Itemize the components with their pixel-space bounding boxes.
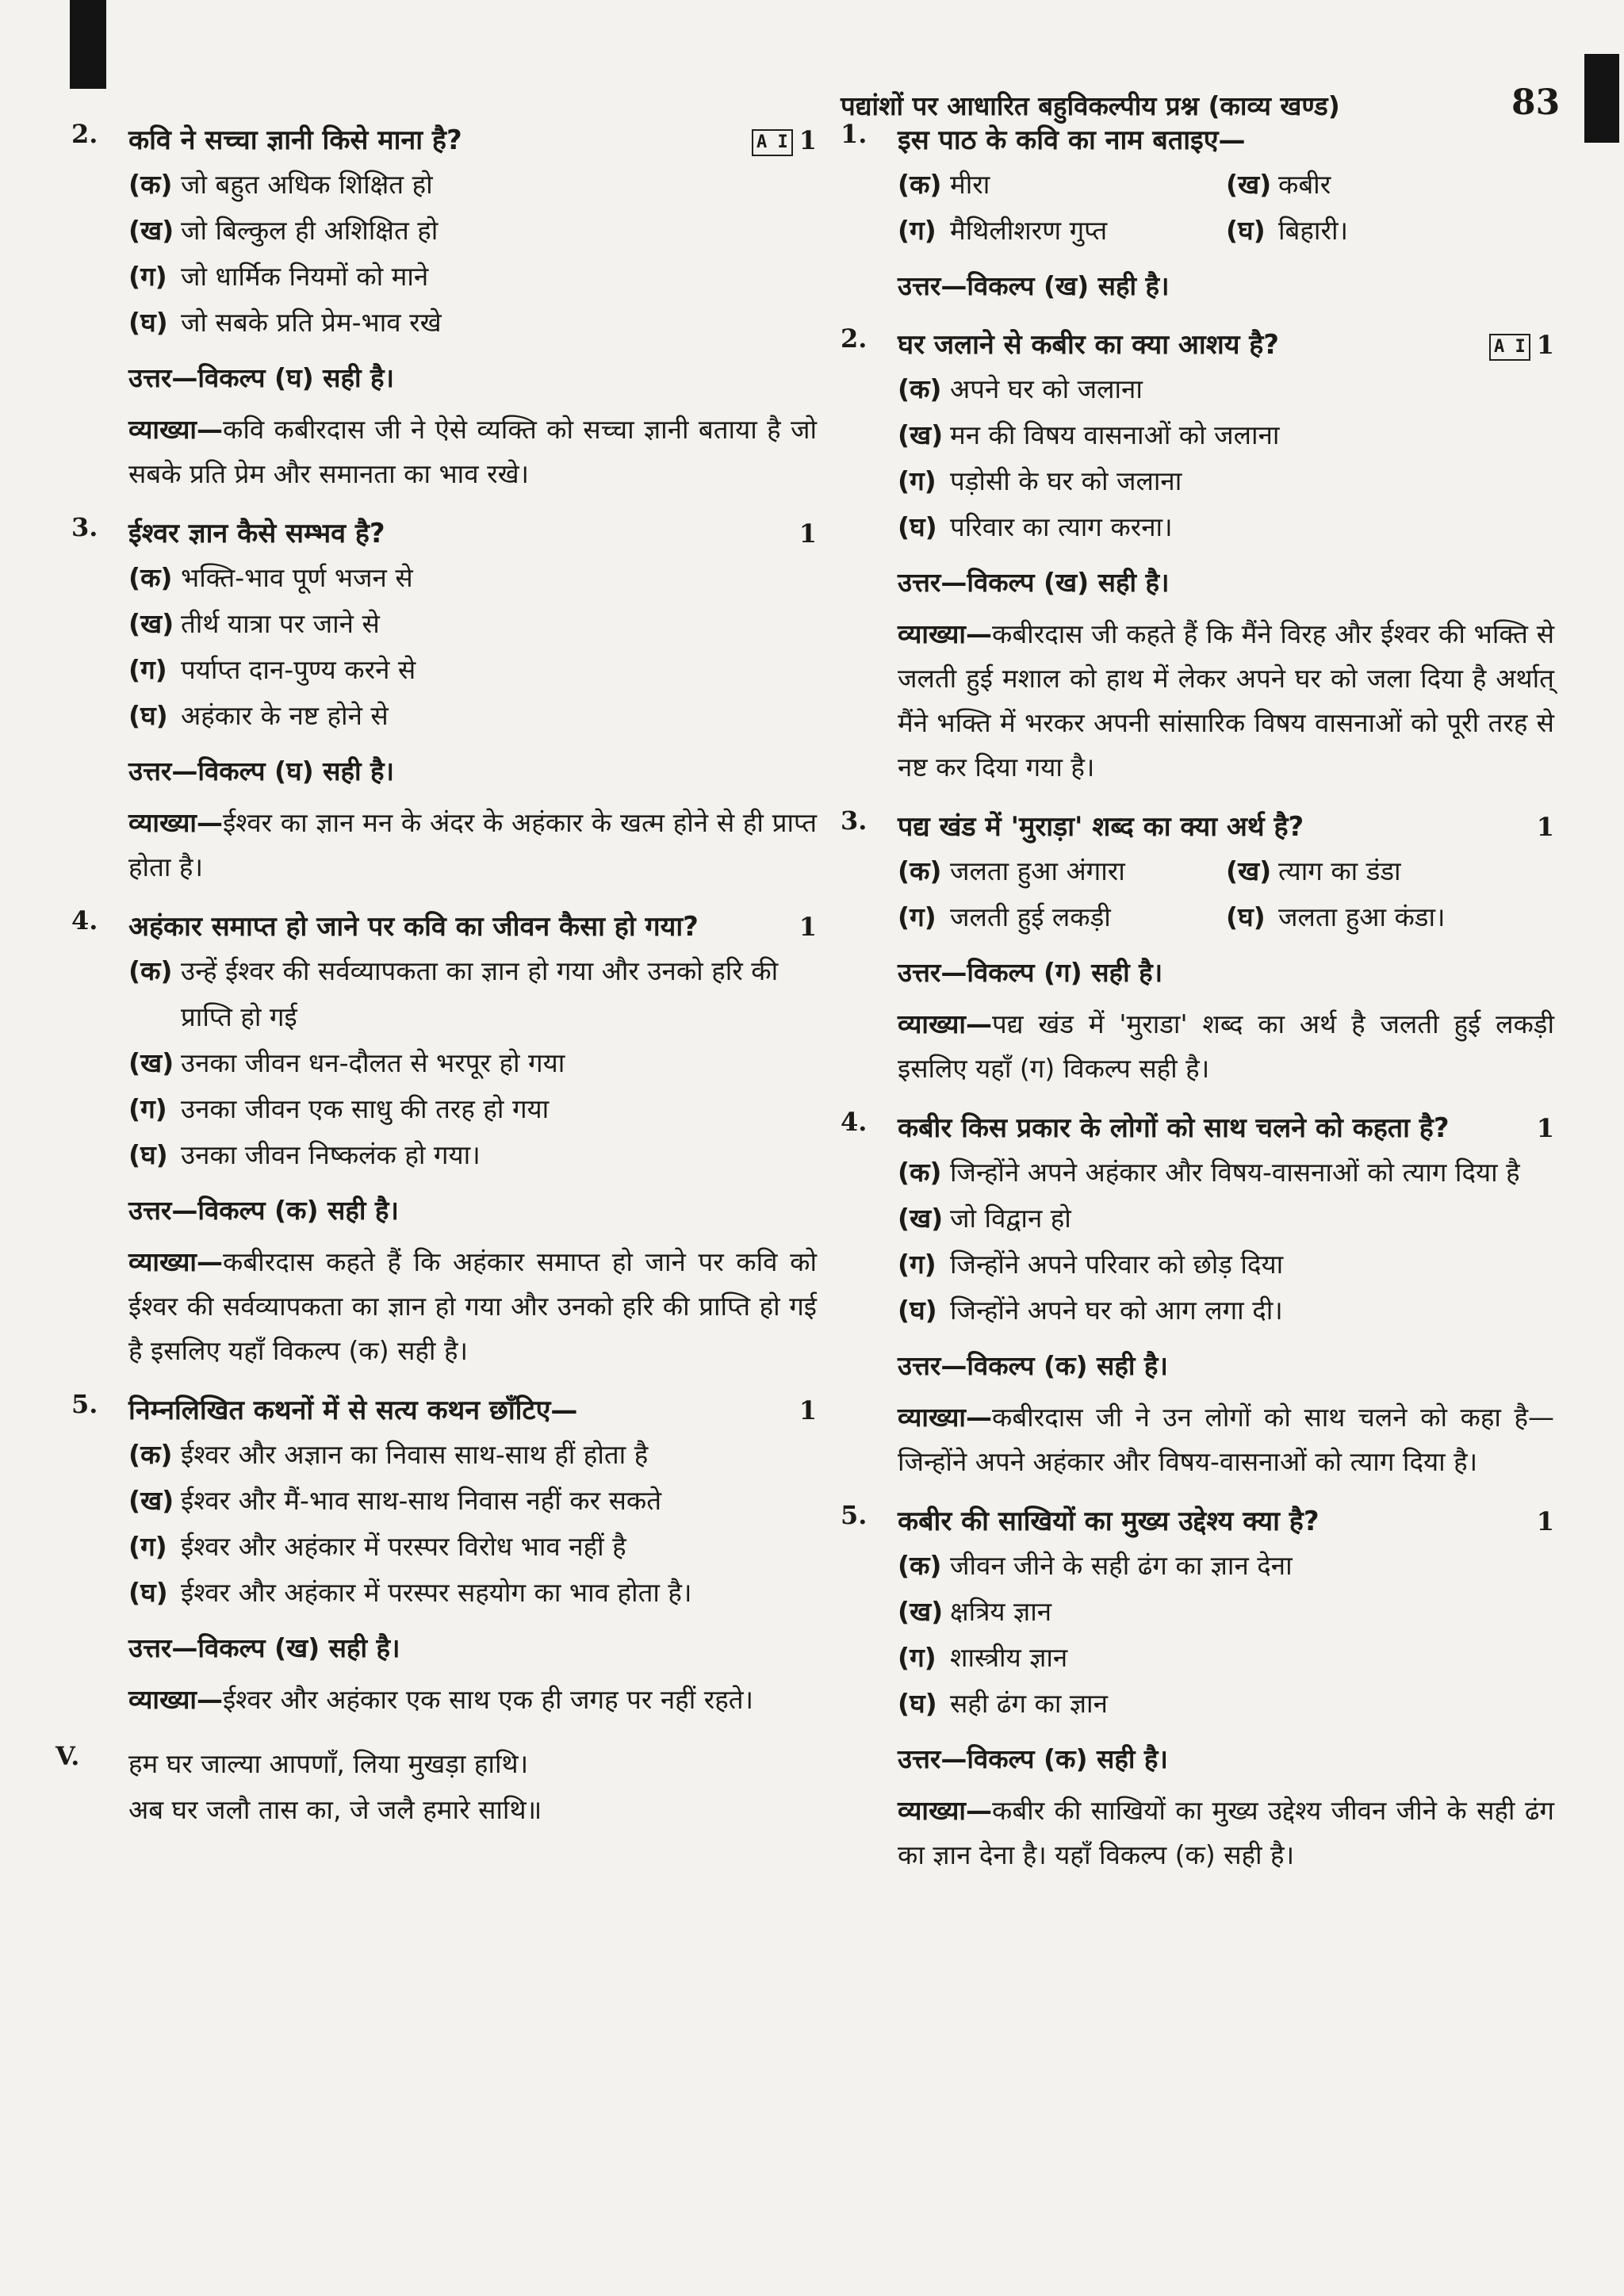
option-ka: (क) मीरा (898, 169, 990, 200)
left-question-3 (56, 512, 817, 890)
option-kha: (ख) कबीर (1226, 169, 1331, 200)
answer: उत्तर—विकल्प (ख) सही है। (898, 270, 1170, 301)
answer: उत्तर—विकल्प (ख) सही है। (128, 1632, 400, 1663)
marks: 1 (1536, 1506, 1554, 1536)
marks: 1 (799, 519, 817, 549)
option-gha: (घ) जिन्होंने अपने घर को आग लगा दी। (898, 1295, 1283, 1326)
couplet-line-1: हम घर जाल्या आपणाँ, लिया मुखड़ा हाथि। (128, 1748, 529, 1779)
answer: उत्तर—विकल्प (क) सही है। (128, 1195, 399, 1226)
left-column (56, 119, 817, 1833)
marks: 1 (1536, 1113, 1554, 1143)
option-ka: (क) जो बहुत अधिक शिक्षित हो (128, 169, 433, 200)
option-ga: (ग) उनका जीवन एक साधु की तरह हो गया (128, 1093, 550, 1124)
option-ga: (ग) जलती हुई लकड़ी (898, 901, 1111, 932)
option-gha: (घ) अहंकार के नष्ट होने से (128, 700, 389, 731)
answer: उत्तर—विकल्प (ग) सही है। (898, 957, 1163, 988)
option-kha: (ख) मन की विषय वासनाओं को जलाना (898, 419, 1280, 450)
question-number: 4. (841, 1107, 868, 1137)
option-gha: (घ) उनका जीवन निष्कलंक हो गया। (128, 1139, 481, 1170)
option-kha: (ख) उनका जीवन धन-दौलत से भरपूर हो गया (128, 1047, 565, 1078)
option-row (898, 162, 1554, 208)
couplet-section-v (56, 1741, 817, 1833)
answer: उत्तर—विकल्प (घ) सही है। (128, 362, 395, 393)
page-number: 83 (1511, 82, 1561, 123)
explanation: व्याख्या—कवि कबीरदास जी ने ऐसे व्यक्ति को सच्चा ज्ञानी बताया है जो सबके प्रति प्रेम और समानता का भाव रखे। (128, 414, 817, 489)
question-text: A I 1 कवि ने सच्चा ज्ञानी किसे माना है? (128, 119, 817, 162)
answer: उत्तर—विकल्प (क) सही है। (898, 1350, 1168, 1381)
question-text: 1 कबीर किस प्रकार के लोगों को साथ चलने को कहता है? (898, 1107, 1554, 1150)
option-ka: (क) जलता हुआ अंगारा (898, 855, 1125, 886)
question-text: 1 पद्य खंड में 'मुराड़ा' शब्द का क्या अर्थ है? (898, 806, 1554, 848)
page-header: पद्यांशों पर आधारित बहुविकल्पीय प्रश्न (काव्य खण्ड) (841, 90, 1340, 121)
couplet-line-2: अब घर जलौ तास का, जे जलै हमारे साथि॥ (128, 1794, 542, 1825)
explanation: व्याख्या—कबीरदास जी कहते हैं कि मैंने विरह और ईश्वर की भक्ति से जलती हुई मशाल को हाथ में लेकर अपने घर को जला दिया है अर्थात् मैंने भक्ति में भरकर अपनी सांसारिक विषय वासनाओं को पूरी तरह से नष्ट कर दिया गया है। (898, 618, 1554, 783)
question-number: 1. (841, 119, 868, 149)
right-question-2 (825, 323, 1554, 790)
option-ka: (क) अपने घर को जलाना (898, 373, 1143, 404)
left-question-4 (56, 905, 817, 1373)
option-ga: (ग) जिन्होंने अपने परिवार को छोड़ दिया (898, 1249, 1284, 1280)
question-text: 1 कबीर की साखियों का मुख्य उद्देश्य क्या है? (898, 1500, 1554, 1543)
ai-badge: A I (1489, 334, 1530, 361)
option-ka: (क) भक्ति-भाव पूर्ण भजन से (128, 562, 413, 593)
option-ka: (क) जिन्होंने अपने अहंकार और विषय-वासनाओं को त्याग दिया है (898, 1157, 1520, 1188)
option-row (898, 894, 1554, 940)
option-gha: (घ) ईश्वर और अहंकार में परस्पर सहयोग का भाव होता है। (128, 1577, 692, 1608)
option-gha: (घ) जो सबके प्रति प्रेम-भाव रखे (128, 307, 442, 338)
option-kha: (ख) क्षत्रिय ज्ञान (898, 1596, 1052, 1627)
option-gha: (घ) जलता हुआ कंडा। (1226, 901, 1446, 932)
option-ga: (ग) मैथिलीशरण गुप्त (898, 215, 1108, 246)
marks: A I 1 (752, 119, 817, 162)
option-ga: (ग) पर्याप्त दान-पुण्य करने से (128, 654, 416, 685)
question-number: 4. (71, 905, 98, 936)
explanation: व्याख्या—पद्य खंड में 'मुराडा' शब्द का अर्थ है जलती हुई लकड़ी इसलिए यहाँ (ग) विकल्प सही है। (898, 1008, 1554, 1084)
right-question-3 (825, 806, 1554, 1091)
corner-black-mark-right (1584, 54, 1619, 143)
question-number: 3. (71, 512, 98, 542)
answer: उत्तर—विकल्प (ख) सही है। (898, 567, 1170, 598)
option-kha: (ख) जो विद्वान हो (898, 1203, 1071, 1234)
option-kha: (ख) तीर्थ यात्रा पर जाने से (128, 608, 380, 639)
explanation: व्याख्या—ईश्वर और अहंकार एक साथ एक ही जगह पर नहीं रहते। (128, 1684, 754, 1715)
option-ga: (ग) शास्त्रीय ज्ञान (898, 1642, 1068, 1673)
corner-black-mark-left (70, 0, 106, 89)
section-number: V. (56, 1741, 80, 1771)
question-text: इस पाठ के कवि का नाम बताइए— (898, 124, 1246, 156)
option-ga: (ग) जो धार्मिक नियमों को माने (128, 261, 429, 292)
right-question-5 (825, 1500, 1554, 1877)
option-kha: (ख) त्याग का डंडा (1226, 855, 1401, 886)
question-text: 1 ईश्वर ज्ञान कैसे सम्भव है? (128, 512, 817, 555)
marks: A I 1 (1489, 323, 1554, 366)
right-column (825, 119, 1554, 1893)
left-question-2 (56, 119, 817, 496)
question-number: 5. (71, 1389, 98, 1419)
explanation: व्याख्या—कबीरदास कहते हैं कि अहंकार समाप्त हो जाने पर कवि को ईश्वर की सर्वव्यापकता का ज्ञान हो गया और उनको हरि की प्राप्ति हो गई है इसलिए यहाँ विकल्प (क) सही है। (128, 1246, 817, 1366)
option-ga: (ग) पड़ोसी के घर को जलाना (898, 465, 1182, 496)
question-text: A I 1 घर जलाने से कबीर का क्या आशय है? (898, 323, 1554, 366)
question-text: 1 निम्नलिखित कथनों में से सत्य कथन छाँटिए— (128, 1389, 817, 1432)
question-number: 5. (841, 1500, 868, 1530)
option-gha: (घ) सही ढंग का ज्ञान (898, 1688, 1108, 1719)
option-ka: (क) उन्हें ईश्वर की सर्वव्यापकता का ज्ञान हो गया और उनको हरि की प्राप्ति हो गई (128, 955, 779, 1032)
right-question-4 (825, 1107, 1554, 1484)
option-kha: (ख) ईश्वर और मैं-भाव साथ-साथ निवास नहीं कर सकते (128, 1485, 662, 1516)
option-ga: (ग) ईश्वर और अहंकार में परस्पर विरोध भाव नहीं है (128, 1531, 626, 1562)
option-row (898, 208, 1554, 254)
option-kha: (ख) जो बिल्कुल ही अशिक्षित हो (128, 215, 439, 246)
answer: उत्तर—विकल्प (क) सही है। (898, 1743, 1168, 1774)
question-text: 1 अहंकार समाप्त हो जाने पर कवि का जीवन कैसा हो गया? (128, 905, 817, 948)
explanation: व्याख्या—ईश्वर का ज्ञान मन के अंदर के अहंकार के खत्म होने से ही प्राप्त होता है। (128, 807, 817, 882)
option-ka: (क) ईश्वर और अज्ञान का निवास साथ-साथ हीं होता है (128, 1439, 649, 1470)
marks: 1 (799, 912, 817, 942)
question-number: 3. (841, 806, 868, 836)
left-question-5 (56, 1389, 817, 1722)
option-gha: (घ) बिहारी। (1226, 215, 1349, 246)
question-number: 2. (71, 119, 98, 149)
marks: 1 (1536, 812, 1554, 842)
explanation: व्याख्या—कबीरदास जी ने उन लोगों को साथ चलने को कहा है—जिन्होंने अपने अहंकार और विषय-वासनाओं को त्याग दिया है। (898, 1402, 1554, 1477)
marks: 1 (799, 1395, 817, 1425)
option-row (898, 848, 1554, 894)
explanation: व्याख्या—कबीर की साखियों का मुख्य उद्देश्य जीवन जीने के सही ढंग का ज्ञान देना है। यहाँ विकल्प (क) सही है। (898, 1795, 1554, 1870)
question-number: 2. (841, 323, 868, 354)
answer: उत्तर—विकल्प (घ) सही है। (128, 756, 395, 786)
option-gha: (घ) परिवार का त्याग करना। (898, 511, 1173, 542)
ai-badge: A I (752, 129, 793, 156)
option-ka: (क) जीवन जीने के सही ढंग का ज्ञान देना (898, 1550, 1293, 1581)
right-question-1 (825, 119, 1554, 308)
